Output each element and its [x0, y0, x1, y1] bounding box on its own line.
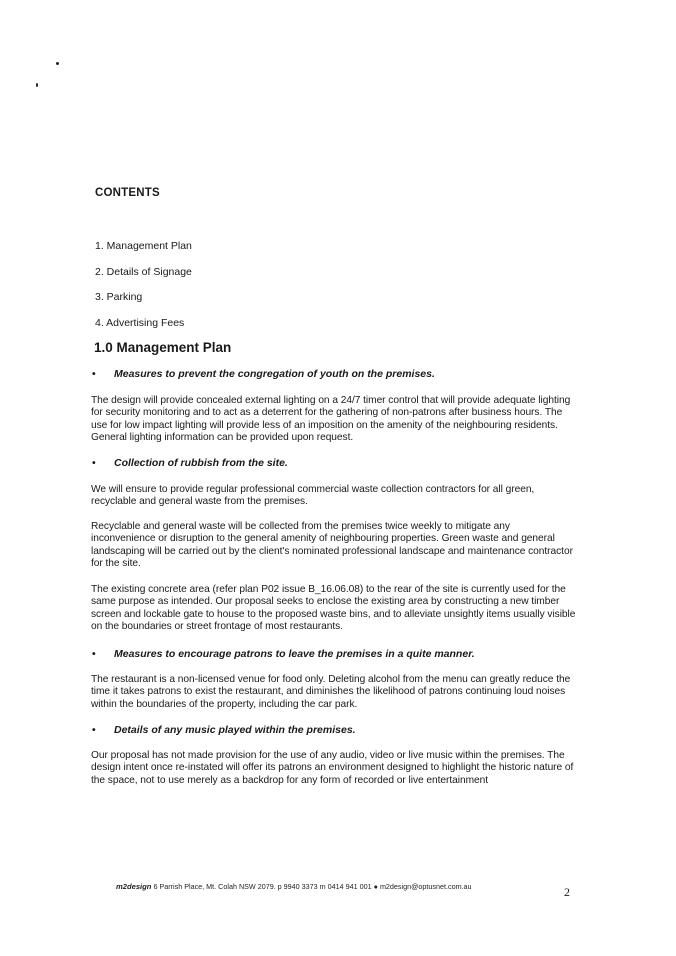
paragraph-lighting: The design will provide concealed external lighting on a 24/7 timer control that will provide adequate lighting for security monitoring and to act as a deterrent for the gathering of non-patrons after business hours. The use for low impact lighting will provide less of an imposition on the amenity of the neighbouring residents. General lighting information can be provided upon request.	[91, 395, 571, 444]
bullet-icon: •	[92, 648, 96, 660]
bullet-text: Collection of rubbish from the site.	[114, 457, 288, 469]
toc-item: 3. Parking	[95, 291, 143, 304]
bullet-text: Measures to encourage patrons to leave the premises in a quite manner.	[114, 648, 475, 660]
bullet-icon: •	[92, 724, 96, 736]
footer-brand: m2design	[116, 882, 152, 891]
bullet-heading-patrons	[92, 648, 475, 660]
contents-heading: CONTENTS	[95, 187, 160, 199]
paragraph-music: Our proposal has not made provision for the use of any audio, video or live music within the premises. The design intent once re-instated will offer its patrons an environment designed to highlight the historic nature of the space, not to use merely as a backdrop for any form of recorded or live entertainment	[91, 750, 574, 786]
bullet-heading-youth	[92, 368, 435, 380]
footer-details: 6 Parrish Place, Mt. Colah NSW 2079. p 9940 3373 m 0414 941 001 ● m2design@optusnet.com.au	[153, 882, 472, 891]
toc-item: 4. Advertising Fees	[95, 317, 185, 330]
bullet-heading-music	[92, 724, 356, 736]
bullet-text: Measures to prevent the congregation of youth on the premises.	[114, 368, 435, 380]
section-heading: 1.0 Management Plan	[94, 340, 232, 355]
scan-speck	[36, 83, 38, 87]
bullet-heading-rubbish	[92, 457, 288, 469]
paragraph-non-licensed: The restaurant is a non-licensed venue for food only. Deleting alcohol from the menu can greatly reduce the time it takes patrons to exist the restaurant, and diminishes the likelihood of patrons continuing loud noises within the boundaries of the property, including the car park.	[91, 674, 571, 710]
scan-speck	[56, 62, 59, 65]
paragraph-waste-contractors: We will ensure to provide regular professional commercial waste collection contractors for all green, recyclable and general waste from the premises.	[91, 484, 535, 508]
toc-item: 2. Details of Signage	[95, 265, 192, 278]
bullet-icon: •	[92, 368, 96, 380]
table-of-contents	[95, 239, 192, 342]
bullet-text: Details of any music played within the premises.	[114, 724, 356, 736]
bullet-icon: •	[92, 457, 96, 469]
paragraph-waste-collection: Recyclable and general waste will be collected from the premises twice weekly to mitigate any inconvenience or disruption to the general amenity of neighbouring properties. Green waste and general landscaping will be carried out by the client's nominated professional landscape and maintenance contractor for the site.	[91, 521, 573, 570]
toc-item: 1. Management Plan	[95, 240, 192, 252]
page-footer	[116, 882, 472, 891]
page-number: 2	[564, 885, 570, 899]
paragraph-concrete-area: The existing concrete area (refer plan P02 issue B_16.06.08) to the rear of the site is currently used for the same purpose as intended. Our proposal seeks to enclose the existing area by constructing a new timber screen and lockable gate to house to the proposed waste bins, and to alleviate unsightly items usually visible on the boundaries or street frontage of most restaurants.	[91, 584, 576, 633]
